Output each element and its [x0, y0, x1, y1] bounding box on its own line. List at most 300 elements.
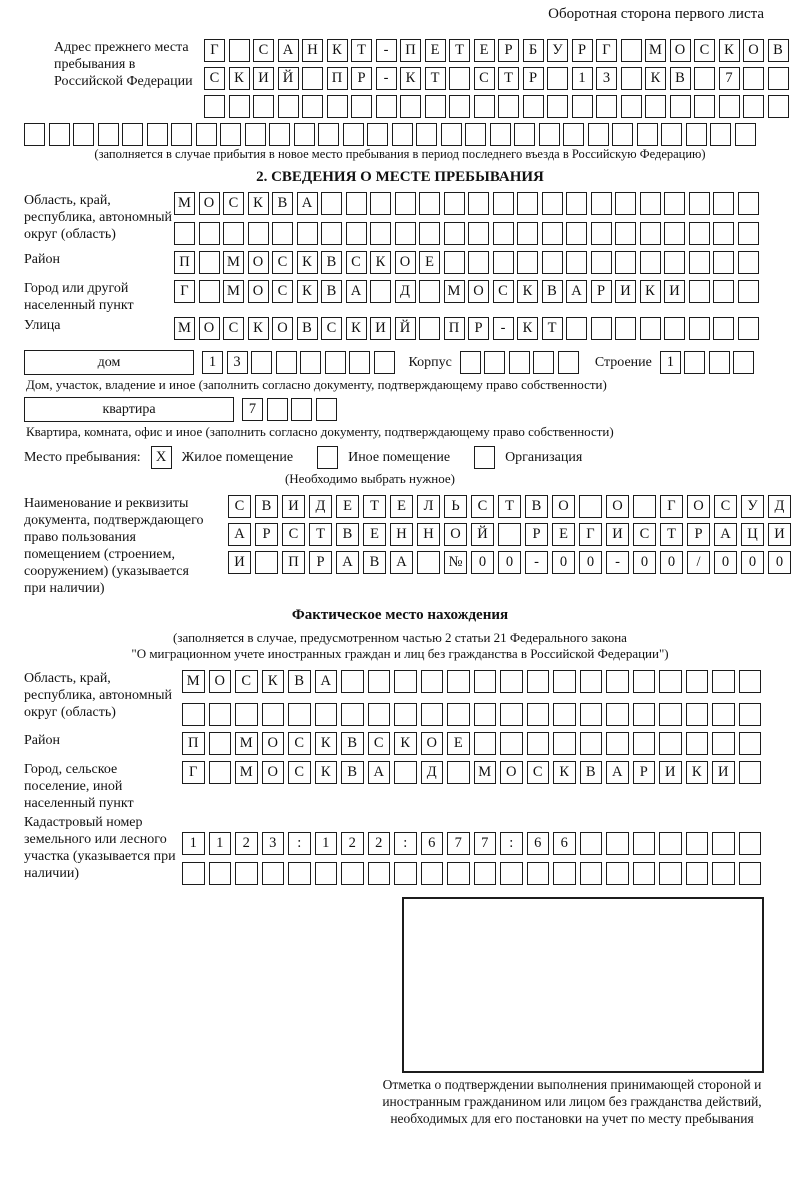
char-cell[interactable] — [659, 832, 682, 855]
char-cell[interactable] — [297, 222, 318, 245]
char-cell[interactable]: 7 — [242, 398, 263, 421]
char-cell[interactable]: 7 — [474, 832, 497, 855]
char-cell[interactable] — [484, 351, 505, 374]
char-cell[interactable]: И — [282, 495, 305, 518]
char-cell[interactable] — [713, 222, 734, 245]
char-cell[interactable]: И — [253, 67, 274, 90]
char-cell[interactable]: Р — [687, 523, 710, 546]
char-cell[interactable] — [739, 670, 762, 693]
char-cell[interactable]: 6 — [421, 832, 444, 855]
char-cell[interactable]: - — [606, 551, 629, 574]
char-cell[interactable] — [255, 551, 278, 574]
char-cell[interactable] — [517, 192, 538, 215]
char-cell[interactable] — [566, 222, 587, 245]
char-cell[interactable] — [659, 670, 682, 693]
char-cell[interactable]: О — [743, 39, 764, 62]
char-cell[interactable]: Е — [552, 523, 575, 546]
char-cell[interactable]: 1 — [315, 832, 338, 855]
char-cell[interactable] — [199, 222, 220, 245]
char-cell[interactable] — [73, 123, 94, 146]
char-cell[interactable] — [694, 95, 715, 118]
char-cell[interactable]: К — [248, 192, 269, 215]
char-cell[interactable] — [199, 280, 220, 303]
char-cell[interactable] — [664, 222, 685, 245]
char-cell[interactable] — [580, 670, 603, 693]
char-cell[interactable]: М — [174, 192, 195, 215]
char-cell[interactable]: 0 — [633, 551, 656, 574]
char-cell[interactable] — [493, 251, 514, 274]
char-cell[interactable]: С — [282, 523, 305, 546]
char-cell[interactable] — [686, 832, 709, 855]
char-cell[interactable]: К — [640, 280, 661, 303]
char-cell[interactable] — [447, 761, 470, 784]
char-cell[interactable] — [262, 862, 285, 885]
char-cell[interactable] — [370, 192, 391, 215]
char-cell[interactable] — [517, 251, 538, 274]
char-cell[interactable]: Т — [309, 523, 332, 546]
char-cell[interactable]: О — [468, 280, 489, 303]
char-cell[interactable] — [738, 251, 759, 274]
char-cell[interactable] — [547, 95, 568, 118]
char-cell[interactable] — [712, 670, 735, 693]
char-cell[interactable] — [302, 95, 323, 118]
char-cell[interactable]: В — [255, 495, 278, 518]
char-cell[interactable]: : — [288, 832, 311, 855]
char-cell[interactable] — [533, 351, 554, 374]
char-cell[interactable] — [392, 123, 413, 146]
char-cell[interactable]: О — [199, 317, 220, 340]
char-cell[interactable] — [374, 351, 395, 374]
char-cell[interactable] — [272, 222, 293, 245]
char-cell[interactable]: Г — [182, 761, 205, 784]
char-cell[interactable]: С — [223, 317, 244, 340]
char-cell[interactable]: Т — [351, 39, 372, 62]
char-cell[interactable]: М — [474, 761, 497, 784]
char-cell[interactable] — [421, 703, 444, 726]
char-cell[interactable] — [449, 67, 470, 90]
char-cell[interactable] — [229, 39, 250, 62]
char-cell[interactable]: О — [670, 39, 691, 62]
char-cell[interactable]: Л — [417, 495, 440, 518]
char-cell[interactable]: С — [272, 251, 293, 274]
char-cell[interactable]: К — [370, 251, 391, 274]
char-cell[interactable] — [689, 251, 710, 274]
char-cell[interactable]: : — [500, 832, 523, 855]
char-cell[interactable] — [664, 317, 685, 340]
char-cell[interactable]: Е — [447, 732, 470, 755]
char-cell[interactable]: С — [493, 280, 514, 303]
char-cell[interactable] — [490, 123, 511, 146]
char-cell[interactable]: К — [553, 761, 576, 784]
char-cell[interactable]: К — [346, 317, 367, 340]
char-cell[interactable]: 1 — [182, 832, 205, 855]
char-cell[interactable] — [563, 123, 584, 146]
char-cell[interactable]: К — [400, 67, 421, 90]
char-cell[interactable]: Д — [768, 495, 791, 518]
char-cell[interactable] — [659, 732, 682, 755]
char-cell[interactable] — [686, 670, 709, 693]
char-cell[interactable]: 0 — [714, 551, 737, 574]
char-cell[interactable] — [182, 862, 205, 885]
char-cell[interactable] — [615, 251, 636, 274]
char-cell[interactable] — [444, 251, 465, 274]
char-cell[interactable]: - — [525, 551, 548, 574]
char-cell[interactable]: 1 — [202, 351, 223, 374]
char-cell[interactable] — [368, 670, 391, 693]
stay-type-checkbox-other[interactable] — [317, 446, 338, 469]
char-cell[interactable] — [493, 222, 514, 245]
char-cell[interactable] — [710, 123, 731, 146]
char-cell[interactable] — [558, 351, 579, 374]
char-cell[interactable] — [713, 192, 734, 215]
char-cell[interactable] — [49, 123, 70, 146]
char-cell[interactable] — [174, 222, 195, 245]
char-cell[interactable] — [253, 95, 274, 118]
char-cell[interactable]: И — [768, 523, 791, 546]
char-cell[interactable]: В — [341, 732, 364, 755]
char-cell[interactable] — [346, 222, 367, 245]
char-cell[interactable]: В — [336, 523, 359, 546]
char-cell[interactable] — [739, 703, 762, 726]
char-cell[interactable] — [514, 123, 535, 146]
char-cell[interactable]: А — [566, 280, 587, 303]
char-cell[interactable]: У — [547, 39, 568, 62]
char-cell[interactable]: Й — [471, 523, 494, 546]
char-cell[interactable]: М — [235, 761, 258, 784]
char-cell[interactable] — [24, 123, 45, 146]
char-cell[interactable] — [580, 732, 603, 755]
char-cell[interactable]: Й — [395, 317, 416, 340]
char-cell[interactable]: / — [687, 551, 710, 574]
char-cell[interactable]: 2 — [235, 832, 258, 855]
char-cell[interactable] — [447, 862, 470, 885]
char-cell[interactable]: В — [272, 192, 293, 215]
char-cell[interactable] — [637, 123, 658, 146]
char-cell[interactable] — [251, 351, 272, 374]
char-cell[interactable] — [527, 862, 550, 885]
char-cell[interactable]: К — [645, 67, 666, 90]
char-cell[interactable]: Н — [302, 39, 323, 62]
char-cell[interactable]: С — [321, 317, 342, 340]
char-cell[interactable]: Р — [591, 280, 612, 303]
char-cell[interactable] — [738, 222, 759, 245]
char-cell[interactable]: О — [606, 495, 629, 518]
char-cell[interactable] — [664, 251, 685, 274]
char-cell[interactable]: О — [444, 523, 467, 546]
char-cell[interactable] — [713, 251, 734, 274]
stay-type-checkbox-organization[interactable] — [474, 446, 495, 469]
char-cell[interactable]: И — [712, 761, 735, 784]
char-cell[interactable]: Р — [525, 523, 548, 546]
char-cell[interactable] — [395, 222, 416, 245]
char-cell[interactable]: В — [341, 761, 364, 784]
char-cell[interactable]: С — [288, 732, 311, 755]
char-cell[interactable]: 1 — [572, 67, 593, 90]
char-cell[interactable] — [606, 732, 629, 755]
char-cell[interactable] — [621, 95, 642, 118]
char-cell[interactable] — [527, 670, 550, 693]
char-cell[interactable]: К — [297, 280, 318, 303]
char-cell[interactable] — [325, 351, 346, 374]
char-cell[interactable]: А — [606, 761, 629, 784]
char-cell[interactable]: : — [394, 832, 417, 855]
char-cell[interactable] — [474, 670, 497, 693]
char-cell[interactable]: К — [517, 317, 538, 340]
char-cell[interactable] — [580, 832, 603, 855]
char-cell[interactable] — [465, 123, 486, 146]
char-cell[interactable]: П — [174, 251, 195, 274]
char-cell[interactable] — [468, 251, 489, 274]
char-cell[interactable] — [606, 703, 629, 726]
char-cell[interactable]: В — [580, 761, 603, 784]
char-cell[interactable]: Т — [425, 67, 446, 90]
char-cell[interactable]: Г — [660, 495, 683, 518]
char-cell[interactable] — [444, 192, 465, 215]
char-cell[interactable] — [196, 123, 217, 146]
char-cell[interactable]: И — [615, 280, 636, 303]
char-cell[interactable] — [278, 95, 299, 118]
char-cell[interactable]: Р — [309, 551, 332, 574]
char-cell[interactable] — [269, 123, 290, 146]
char-cell[interactable] — [542, 222, 563, 245]
char-cell[interactable]: С — [228, 495, 251, 518]
char-cell[interactable] — [147, 123, 168, 146]
char-cell[interactable] — [640, 192, 661, 215]
char-cell[interactable]: Т — [498, 495, 521, 518]
char-cell[interactable] — [182, 703, 205, 726]
char-cell[interactable] — [566, 192, 587, 215]
char-cell[interactable]: Т — [660, 523, 683, 546]
char-cell[interactable]: Е — [390, 495, 413, 518]
char-cell[interactable]: № — [444, 551, 467, 574]
char-cell[interactable] — [739, 862, 762, 885]
char-cell[interactable] — [553, 703, 576, 726]
char-cell[interactable]: 3 — [596, 67, 617, 90]
char-cell[interactable]: М — [645, 39, 666, 62]
char-cell[interactable]: М — [174, 317, 195, 340]
char-cell[interactable] — [689, 192, 710, 215]
char-cell[interactable] — [498, 523, 521, 546]
char-cell[interactable] — [739, 732, 762, 755]
char-cell[interactable] — [659, 703, 682, 726]
char-cell[interactable]: С — [204, 67, 225, 90]
char-cell[interactable] — [615, 317, 636, 340]
char-cell[interactable] — [664, 192, 685, 215]
char-cell[interactable] — [262, 703, 285, 726]
char-cell[interactable] — [346, 192, 367, 215]
char-cell[interactable]: М — [223, 280, 244, 303]
char-cell[interactable] — [712, 703, 735, 726]
char-cell[interactable] — [633, 732, 656, 755]
stay-type-checkbox-residential[interactable]: X — [151, 446, 172, 469]
char-cell[interactable] — [122, 123, 143, 146]
char-cell[interactable] — [341, 670, 364, 693]
char-cell[interactable]: 0 — [741, 551, 764, 574]
char-cell[interactable]: Р — [633, 761, 656, 784]
char-cell[interactable] — [523, 95, 544, 118]
char-cell[interactable]: С — [253, 39, 274, 62]
char-cell[interactable] — [395, 192, 416, 215]
char-cell[interactable] — [367, 123, 388, 146]
char-cell[interactable] — [474, 862, 497, 885]
char-cell[interactable] — [419, 222, 440, 245]
char-cell[interactable] — [394, 703, 417, 726]
char-cell[interactable] — [209, 703, 232, 726]
char-cell[interactable]: Е — [336, 495, 359, 518]
char-cell[interactable] — [500, 732, 523, 755]
char-cell[interactable] — [713, 280, 734, 303]
char-cell[interactable] — [633, 862, 656, 885]
char-cell[interactable]: 2 — [341, 832, 364, 855]
char-cell[interactable]: Н — [390, 523, 413, 546]
char-cell[interactable] — [220, 123, 241, 146]
char-cell[interactable]: С — [633, 523, 656, 546]
char-cell[interactable]: Р — [572, 39, 593, 62]
char-cell[interactable]: О — [262, 761, 285, 784]
char-cell[interactable] — [209, 761, 232, 784]
char-cell[interactable] — [670, 95, 691, 118]
char-cell[interactable] — [739, 761, 762, 784]
char-cell[interactable]: Р — [468, 317, 489, 340]
char-cell[interactable]: 2 — [368, 832, 391, 855]
char-cell[interactable] — [209, 862, 232, 885]
char-cell[interactable]: С — [694, 39, 715, 62]
char-cell[interactable]: К — [686, 761, 709, 784]
char-cell[interactable]: Г — [204, 39, 225, 62]
char-cell[interactable] — [288, 703, 311, 726]
char-cell[interactable] — [640, 251, 661, 274]
char-cell[interactable]: Т — [363, 495, 386, 518]
char-cell[interactable] — [460, 351, 481, 374]
char-cell[interactable]: О — [421, 732, 444, 755]
char-cell[interactable] — [621, 39, 642, 62]
char-cell[interactable] — [447, 670, 470, 693]
char-cell[interactable]: В — [542, 280, 563, 303]
char-cell[interactable] — [580, 703, 603, 726]
char-cell[interactable] — [713, 317, 734, 340]
char-cell[interactable] — [376, 95, 397, 118]
char-cell[interactable] — [419, 192, 440, 215]
char-cell[interactable]: Т — [498, 67, 519, 90]
char-cell[interactable]: С — [346, 251, 367, 274]
char-cell[interactable] — [368, 703, 391, 726]
char-cell[interactable] — [245, 123, 266, 146]
char-cell[interactable]: С — [223, 192, 244, 215]
char-cell[interactable]: С — [368, 732, 391, 755]
char-cell[interactable] — [315, 862, 338, 885]
char-cell[interactable] — [235, 862, 258, 885]
char-cell[interactable] — [572, 95, 593, 118]
char-cell[interactable]: К — [248, 317, 269, 340]
char-cell[interactable]: О — [248, 251, 269, 274]
char-cell[interactable]: П — [327, 67, 348, 90]
char-cell[interactable] — [321, 192, 342, 215]
char-cell[interactable] — [633, 670, 656, 693]
char-cell[interactable]: К — [517, 280, 538, 303]
char-cell[interactable]: П — [282, 551, 305, 574]
char-cell[interactable] — [370, 222, 391, 245]
char-cell[interactable]: М — [182, 670, 205, 693]
char-cell[interactable] — [588, 123, 609, 146]
char-cell[interactable]: И — [228, 551, 251, 574]
char-cell[interactable]: 3 — [262, 832, 285, 855]
char-cell[interactable] — [542, 192, 563, 215]
char-cell[interactable]: 1 — [209, 832, 232, 855]
char-cell[interactable]: Р — [351, 67, 372, 90]
char-cell[interactable] — [591, 317, 612, 340]
char-cell[interactable]: О — [248, 280, 269, 303]
char-cell[interactable] — [553, 732, 576, 755]
char-cell[interactable]: И — [370, 317, 391, 340]
char-cell[interactable] — [591, 222, 612, 245]
char-cell[interactable]: 7 — [719, 67, 740, 90]
char-cell[interactable]: Д — [395, 280, 416, 303]
char-cell[interactable] — [417, 551, 440, 574]
char-cell[interactable]: В — [363, 551, 386, 574]
char-cell[interactable] — [659, 862, 682, 885]
char-cell[interactable] — [591, 192, 612, 215]
char-cell[interactable]: А — [714, 523, 737, 546]
char-cell[interactable]: 0 — [579, 551, 602, 574]
char-cell[interactable] — [712, 832, 735, 855]
char-cell[interactable] — [500, 703, 523, 726]
char-cell[interactable] — [739, 832, 762, 855]
char-cell[interactable]: С — [527, 761, 550, 784]
char-cell[interactable] — [686, 703, 709, 726]
char-cell[interactable] — [539, 123, 560, 146]
char-cell[interactable]: Г — [596, 39, 617, 62]
char-cell[interactable] — [171, 123, 192, 146]
char-cell[interactable]: У — [741, 495, 764, 518]
char-cell[interactable]: А — [297, 192, 318, 215]
char-cell[interactable] — [633, 703, 656, 726]
char-cell[interactable] — [498, 95, 519, 118]
char-cell[interactable] — [229, 95, 250, 118]
char-cell[interactable] — [738, 280, 759, 303]
char-cell[interactable] — [419, 280, 440, 303]
char-cell[interactable] — [542, 251, 563, 274]
char-cell[interactable]: С — [288, 761, 311, 784]
char-cell[interactable]: О — [199, 192, 220, 215]
char-cell[interactable] — [276, 351, 297, 374]
char-cell[interactable] — [468, 192, 489, 215]
char-cell[interactable]: С — [474, 67, 495, 90]
char-cell[interactable]: В — [297, 317, 318, 340]
char-cell[interactable]: - — [376, 39, 397, 62]
char-cell[interactable] — [447, 703, 470, 726]
char-cell[interactable]: Ц — [741, 523, 764, 546]
char-cell[interactable] — [199, 251, 220, 274]
char-cell[interactable] — [302, 67, 323, 90]
char-cell[interactable]: К — [327, 39, 348, 62]
char-cell[interactable]: О — [209, 670, 232, 693]
char-cell[interactable] — [493, 192, 514, 215]
char-cell[interactable] — [712, 732, 735, 755]
char-cell[interactable] — [267, 398, 288, 421]
char-cell[interactable]: Е — [419, 251, 440, 274]
char-cell[interactable] — [341, 703, 364, 726]
char-cell[interactable]: П — [444, 317, 465, 340]
char-cell[interactable]: К — [394, 732, 417, 755]
char-cell[interactable]: П — [182, 732, 205, 755]
char-cell[interactable]: Р — [498, 39, 519, 62]
char-cell[interactable] — [743, 67, 764, 90]
char-cell[interactable] — [606, 670, 629, 693]
char-cell[interactable]: - — [376, 67, 397, 90]
char-cell[interactable] — [318, 123, 339, 146]
char-cell[interactable]: В — [525, 495, 548, 518]
char-cell[interactable] — [300, 351, 321, 374]
